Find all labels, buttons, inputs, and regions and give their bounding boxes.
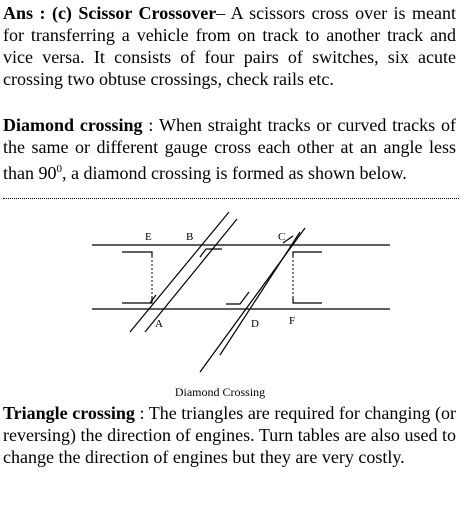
triangle-text: The triangles are required for changing (or reversing) the direction of engines. Turn tables are also used to change the direction of engines but they are very costly. bbox=[3, 403, 456, 467]
check-rail-right-bottom bbox=[293, 298, 322, 303]
answer-dash: – bbox=[216, 3, 226, 23]
triangle-paragraph bbox=[3, 402, 456, 468]
check-rail-right-top bbox=[293, 252, 322, 256]
label-d: D bbox=[251, 318, 259, 330]
diamond-text: When straight tracks or curved tracks of the same or different gauge cross each other at an angle less than 90 bbox=[3, 115, 457, 183]
figure-caption: Diamond Crossing bbox=[174, 385, 266, 399]
diamond-term: Diamond crossing bbox=[3, 115, 143, 135]
degree-superscript: 0 bbox=[56, 163, 62, 175]
label-a: A bbox=[155, 318, 163, 330]
label-c: C bbox=[278, 231, 286, 243]
diagonal-left-1 bbox=[130, 212, 229, 332]
label-b: B bbox=[186, 231, 194, 243]
check-rail-left-top bbox=[122, 252, 152, 256]
triangle-separator: : bbox=[134, 403, 149, 423]
label-f: F bbox=[289, 315, 296, 327]
check-rail-left-bottom bbox=[122, 298, 152, 303]
diamond-separator: : bbox=[142, 115, 159, 135]
wing-rail-d bbox=[226, 292, 249, 304]
label-e: E bbox=[145, 231, 152, 243]
answer-text: A scissors cross over is meant for transferring a vehicle from on track to another track and vice versa. It consists of four pairs of switches, six acute crossing two obtuse crossings, check rails etc. bbox=[3, 3, 457, 89]
answer-heading: Ans : (c) Scissor Crossover bbox=[3, 3, 217, 23]
triangle-term: Triangle crossing bbox=[3, 403, 135, 423]
diamond-text-end: , a diamond crossing is formed as shown below. bbox=[62, 163, 407, 183]
